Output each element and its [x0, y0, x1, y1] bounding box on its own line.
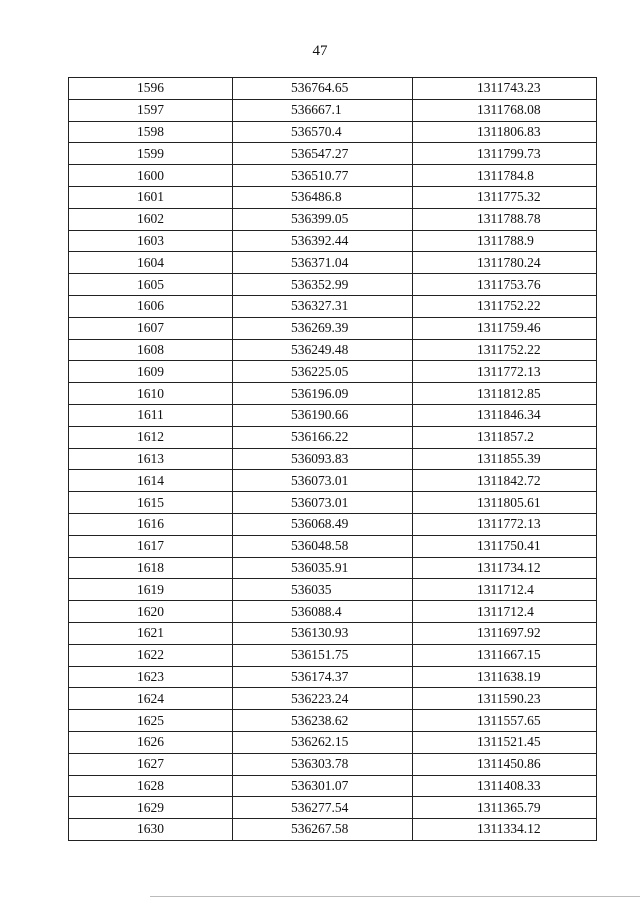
point-number-cell: 1616: [69, 513, 233, 535]
table-row: [69, 535, 597, 557]
point-number-cell: 1614: [69, 470, 233, 492]
y-coordinate-cell: 1311365.79: [413, 797, 597, 819]
table-row: [69, 317, 597, 339]
point-number-cell: 1604: [69, 252, 233, 274]
x-coordinate-cell: 536352.99: [233, 274, 413, 296]
table-row: [69, 753, 597, 775]
y-coordinate-cell: 1311772.13: [413, 513, 597, 535]
x-coordinate-cell: 536225.05: [233, 361, 413, 383]
table-row: [69, 295, 597, 317]
point-number-cell: 1626: [69, 731, 233, 753]
table-row: [69, 666, 597, 688]
point-number-cell: 1618: [69, 557, 233, 579]
x-coordinate-cell: 536174.37: [233, 666, 413, 688]
point-number-cell: 1596: [69, 78, 233, 100]
table-row: [69, 622, 597, 644]
y-coordinate-cell: 1311759.46: [413, 317, 597, 339]
y-coordinate-cell: 1311784.8: [413, 165, 597, 187]
point-number-cell: 1628: [69, 775, 233, 797]
table-row: [69, 165, 597, 187]
point-number-cell: 1607: [69, 317, 233, 339]
table-row: [69, 579, 597, 601]
x-coordinate-cell: 536190.66: [233, 404, 413, 426]
y-coordinate-cell: 1311557.65: [413, 710, 597, 732]
table-row: [69, 644, 597, 666]
table-row: [69, 252, 597, 274]
x-coordinate-cell: 536166.22: [233, 426, 413, 448]
x-coordinate-cell: 536399.05: [233, 208, 413, 230]
y-coordinate-cell: 1311812.85: [413, 383, 597, 405]
y-coordinate-cell: 1311855.39: [413, 448, 597, 470]
x-coordinate-cell: 536267.58: [233, 819, 413, 841]
y-coordinate-cell: 1311857.2: [413, 426, 597, 448]
y-coordinate-cell: 1311752.22: [413, 339, 597, 361]
table-row: [69, 557, 597, 579]
table-row: [69, 731, 597, 753]
y-coordinate-cell: 1311775.32: [413, 186, 597, 208]
y-coordinate-cell: 1311712.4: [413, 601, 597, 623]
x-coordinate-cell: 536277.54: [233, 797, 413, 819]
y-coordinate-cell: 1311334.12: [413, 819, 597, 841]
page-bottom-rule: [150, 896, 640, 897]
page-number: 47: [312, 43, 328, 59]
table-row: [69, 492, 597, 514]
point-number-cell: 1629: [69, 797, 233, 819]
point-number-cell: 1624: [69, 688, 233, 710]
point-number-cell: 1621: [69, 622, 233, 644]
x-coordinate-cell: 536238.62: [233, 710, 413, 732]
table-row: [69, 339, 597, 361]
x-coordinate-cell: 536262.15: [233, 731, 413, 753]
table-row: [69, 143, 597, 165]
point-number-cell: 1602: [69, 208, 233, 230]
point-number-cell: 1630: [69, 819, 233, 841]
table-row: [69, 688, 597, 710]
x-coordinate-cell: 536073.01: [233, 470, 413, 492]
table-row: [69, 274, 597, 296]
table-row: [69, 513, 597, 535]
x-coordinate-cell: 536510.77: [233, 165, 413, 187]
x-coordinate-cell: 536303.78: [233, 753, 413, 775]
y-coordinate-cell: 1311450.86: [413, 753, 597, 775]
y-coordinate-cell: 1311799.73: [413, 143, 597, 165]
y-coordinate-cell: 1311753.76: [413, 274, 597, 296]
x-coordinate-cell: 536130.93: [233, 622, 413, 644]
y-coordinate-cell: 1311750.41: [413, 535, 597, 557]
x-coordinate-cell: 536035.91: [233, 557, 413, 579]
table-row: [69, 601, 597, 623]
point-number-cell: 1603: [69, 230, 233, 252]
point-number-cell: 1606: [69, 295, 233, 317]
y-coordinate-cell: 1311846.34: [413, 404, 597, 426]
x-coordinate-cell: 536486.8: [233, 186, 413, 208]
x-coordinate-cell: 536088.4: [233, 601, 413, 623]
x-coordinate-cell: 536048.58: [233, 535, 413, 557]
y-coordinate-cell: 1311788.9: [413, 230, 597, 252]
point-number-cell: 1611: [69, 404, 233, 426]
point-number-cell: 1597: [69, 99, 233, 121]
y-coordinate-cell: 1311408.33: [413, 775, 597, 797]
point-number-cell: 1610: [69, 383, 233, 405]
x-coordinate-cell: 536073.01: [233, 492, 413, 514]
table-row: [69, 78, 597, 100]
y-coordinate-cell: 1311768.08: [413, 99, 597, 121]
point-number-cell: 1627: [69, 753, 233, 775]
x-coordinate-cell: 536151.75: [233, 644, 413, 666]
y-coordinate-cell: 1311712.4: [413, 579, 597, 601]
point-number-cell: 1617: [69, 535, 233, 557]
table-row: [69, 404, 597, 426]
point-number-cell: 1622: [69, 644, 233, 666]
point-number-cell: 1619: [69, 579, 233, 601]
table-row: [69, 426, 597, 448]
point-number-cell: 1598: [69, 121, 233, 143]
y-coordinate-cell: 1311772.13: [413, 361, 597, 383]
x-coordinate-cell: 536068.49: [233, 513, 413, 535]
point-number-cell: 1605: [69, 274, 233, 296]
y-coordinate-cell: 1311743.23: [413, 78, 597, 100]
point-number-cell: 1623: [69, 666, 233, 688]
table-row: [69, 208, 597, 230]
table-row: [69, 775, 597, 797]
point-number-cell: 1612: [69, 426, 233, 448]
x-coordinate-cell: 536667.1: [233, 99, 413, 121]
table-row: [69, 99, 597, 121]
coordinates-table: [68, 77, 597, 841]
point-number-cell: 1601: [69, 186, 233, 208]
x-coordinate-cell: 536547.27: [233, 143, 413, 165]
x-coordinate-cell: 536093.83: [233, 448, 413, 470]
table-row: [69, 470, 597, 492]
point-number-cell: 1600: [69, 165, 233, 187]
table-row: [69, 186, 597, 208]
x-coordinate-cell: 536327.31: [233, 295, 413, 317]
point-number-cell: 1620: [69, 601, 233, 623]
y-coordinate-cell: 1311752.22: [413, 295, 597, 317]
table-row: [69, 230, 597, 252]
point-number-cell: 1608: [69, 339, 233, 361]
x-coordinate-cell: 536223.24: [233, 688, 413, 710]
point-number-cell: 1625: [69, 710, 233, 732]
point-number-cell: 1615: [69, 492, 233, 514]
y-coordinate-cell: 1311590.23: [413, 688, 597, 710]
table-row: [69, 819, 597, 841]
y-coordinate-cell: 1311842.72: [413, 470, 597, 492]
point-number-cell: 1609: [69, 361, 233, 383]
table-row: [69, 797, 597, 819]
y-coordinate-cell: 1311521.45: [413, 731, 597, 753]
x-coordinate-cell: 536371.04: [233, 252, 413, 274]
x-coordinate-cell: 536301.07: [233, 775, 413, 797]
y-coordinate-cell: 1311780.24: [413, 252, 597, 274]
point-number-cell: 1613: [69, 448, 233, 470]
x-coordinate-cell: 536249.48: [233, 339, 413, 361]
y-coordinate-cell: 1311667.15: [413, 644, 597, 666]
y-coordinate-cell: 1311788.78: [413, 208, 597, 230]
table-row: [69, 361, 597, 383]
table-row: [69, 121, 597, 143]
y-coordinate-cell: 1311638.19: [413, 666, 597, 688]
table-row: [69, 710, 597, 732]
y-coordinate-cell: 1311805.61: [413, 492, 597, 514]
y-coordinate-cell: 1311734.12: [413, 557, 597, 579]
y-coordinate-cell: 1311806.83: [413, 121, 597, 143]
x-coordinate-cell: 536196.09: [233, 383, 413, 405]
x-coordinate-cell: 536764.65: [233, 78, 413, 100]
table-row: [69, 448, 597, 470]
coordinates-table-body: [69, 78, 597, 841]
table-row: [69, 383, 597, 405]
x-coordinate-cell: 536035: [233, 579, 413, 601]
x-coordinate-cell: 536392.44: [233, 230, 413, 252]
point-number-cell: 1599: [69, 143, 233, 165]
y-coordinate-cell: 1311697.92: [413, 622, 597, 644]
x-coordinate-cell: 536570.4: [233, 121, 413, 143]
x-coordinate-cell: 536269.39: [233, 317, 413, 339]
